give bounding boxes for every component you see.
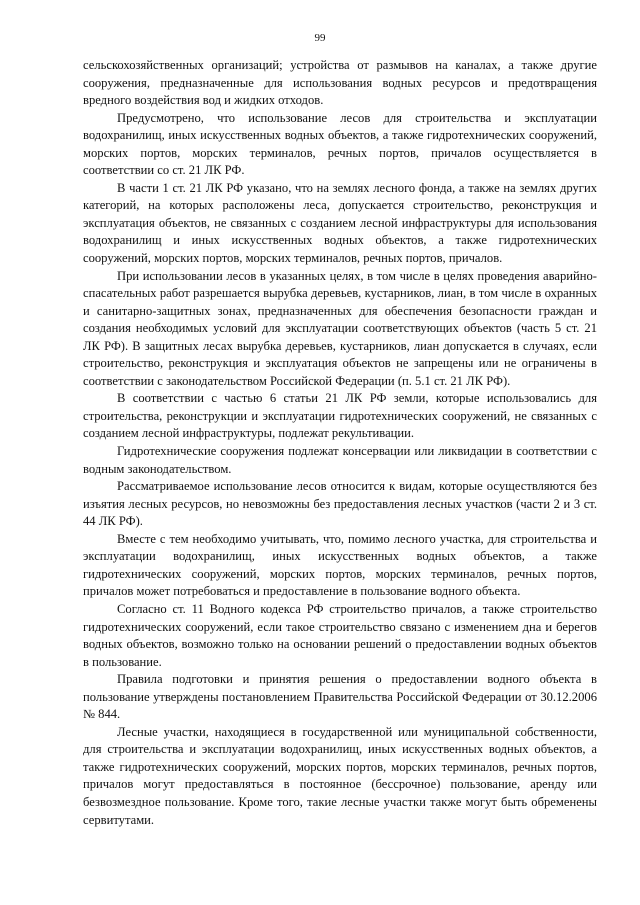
paragraph: Рассматриваемое использование лесов относится к видам, которые осуществляются без изъятия лесных ресурсов, но невозможны без предоставления лесных участков (части 2 и 3 ст. 44 ЛК РФ). — [83, 479, 597, 529]
paragraph: В части 1 ст. 21 ЛК РФ указано, что на землях лесного фонда, а также на землях других категорий, на которых расположены леса, допускается строительство, реконструкция и эксплуатация объектов, не связанных с созданием лесной инфраструктуры для использования водохранилищ и иных искусственных водных объектов, а также гидротехнических сооружений, морских портов, морских терминалов, речных портов, причалов. — [83, 180, 597, 266]
paragraph: Лесные участки, находящиеся в государственной или муниципальной собственности, для строительства и эксплуатации водохранилищ, иных искусственных водных объектов, а также гидротехнических сооружений, морских портов, морских терминалов, речных портов, причалов могут предоставляться в постоянное (бессрочное) пользование, аренду или безвозмездное пользование. Кроме того, такие лесные участки также могут быть обременены сервитутами. — [83, 724, 597, 827]
paragraph: Гидротехнические сооружения подлежат консервации или ликвидации в соответствии с водным законодательством. — [83, 444, 597, 476]
document-body — [83, 57, 597, 829]
paragraph: Согласно ст. 11 Водного кодекса РФ строительство причалов, а также строительство гидротехнических сооружений, если такое строительство связано с изменением дна и берегов водных объектов, возможно только на основании решений о предоставлении водных объектов в пользование. — [83, 601, 597, 669]
paragraph: Предусмотрено, что использование лесов для строительства и эксплуатации водохранилищ, иных искусственных водных объектов, а также гидротехнических сооружений, морских портов, морских терминалов, речных портов, причалов осуществляется в соответствии со ст. 21 ЛК РФ. — [83, 110, 597, 178]
paragraph: При использовании лесов в указанных целях, в том числе в целях проведения аварийно-спасательных работ разрешается вырубка деревьев, кустарников, лиан, в том числе в охранных и санитарно-защитных зонах, предназначенных для обеспечения безопасности граждан и создания необходимых условий для эксплуатации соответствующих объектов (часть 5 ст. 21 ЛК РФ). В защитных лесах вырубка деревьев, кустарников, лиан допускается в случаях, если строительство, реконструкция и эксплуатация объектов не запрещены или не ограничены в соответствии с законодательством Российской Федерации (п. 5.1 ст. 21 ЛК РФ). — [83, 268, 597, 388]
paragraph-continuation: сельскохозяйственных организаций; устройства от размывов на каналах, а также другие сооружения, предназначенные для использования водных ресурсов и предотвращения вредного воздействия вод и жидких отходов. — [83, 58, 597, 108]
page-number: 99 — [314, 32, 326, 44]
paragraph: Вместе с тем необходимо учитывать, что, помимо лесного участка, для строительства и эксплуатации водохранилищ, иных искусственных водных объектов, а также гидротехнических сооружений, морских портов, морских терминалов, речных портов, причалов может потребоваться и предоставление в пользование водного объекта. — [83, 531, 597, 599]
paragraph: В соответствии с частью 6 статьи 21 ЛК РФ земли, которые использовались для строительства, реконструкции и эксплуатации гидротехнических сооружений, не связанных с созданием лесной инфраструктуры, подлежат рекультивации. — [83, 391, 597, 441]
paragraph: Правила подготовки и принятия решения о предоставлении водного объекта в пользование утверждены постановлением Правительства Российской Федерации от 30.12.2006 № 844. — [83, 672, 597, 722]
